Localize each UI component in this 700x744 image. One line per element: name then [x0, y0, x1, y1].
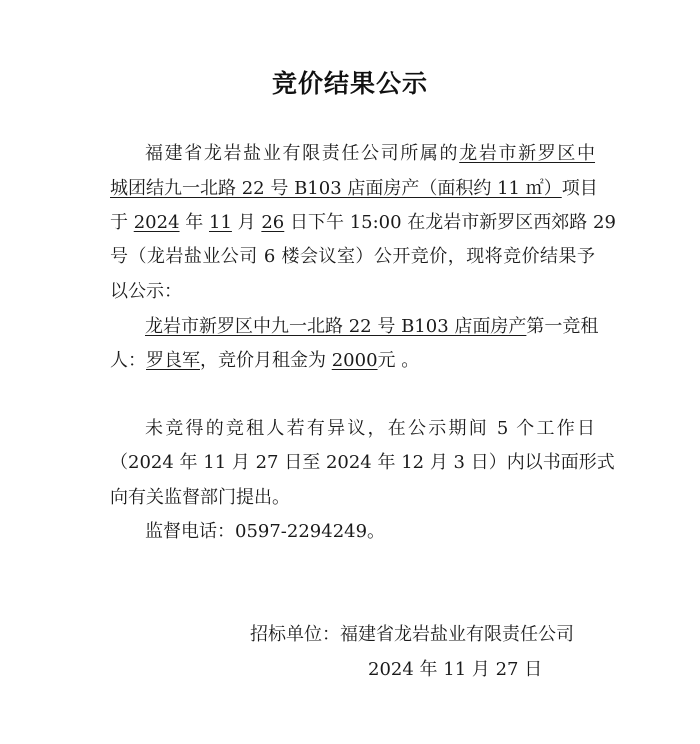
objection-line: 向有关监督部门提出。: [110, 487, 290, 508]
paragraph-line: 号（龙岩盐业公司 6 楼会议室）公开竞价，现将竞价结果予: [110, 246, 595, 267]
text-segment: 年: [179, 212, 209, 233]
text-segment: 福建省龙岩盐业有限责任公司所属的: [145, 143, 460, 164]
text-segment: 项目: [561, 178, 598, 199]
text-segment: 第一竞租: [526, 316, 599, 337]
tender-unit: 招标单位：福建省龙岩盐业有限责任公司: [250, 624, 574, 645]
text-segment: 于: [110, 212, 134, 233]
paragraph-line: [110, 178, 598, 199]
text-segment: 日下午 15:00 在龙岩市新罗区西郊路 29: [284, 212, 616, 233]
auction-year: 2024: [133, 212, 180, 233]
paragraph-line: 以公示：: [110, 281, 182, 302]
property-location: 龙岩市新罗区中: [459, 143, 596, 164]
page-title: 竞价结果公示: [271, 69, 428, 98]
auction-day: 26: [261, 212, 285, 233]
text-segment: 元 。: [377, 350, 420, 371]
result-line: [145, 316, 599, 337]
objection-line: （2024 年 11 月 27 日至 2024 年 12 月 3 日）内以书面形式: [110, 452, 615, 473]
supervision-phone: 监督电话：0597-2294249。: [145, 521, 386, 542]
publish-date: 2024 年 11 月 27 日: [368, 659, 543, 680]
property-description: 城团结九一北路 22 号 B103 店面房产（面积约 11 ㎡）: [110, 178, 562, 199]
text-segment: 月: [231, 212, 262, 233]
text-segment: 人：: [110, 350, 146, 371]
text-segment: ，竞价月租金为: [200, 350, 332, 371]
result-line: [110, 352, 419, 370]
rent-amount: 2000: [331, 350, 378, 371]
objection-line: 未竞得的竞租人若有异议，在公示期间 5 个工作日: [145, 418, 595, 439]
winner-name: 罗良军: [146, 350, 200, 371]
paragraph-line: [110, 212, 616, 233]
paragraph-line: [145, 145, 595, 163]
auction-month: 11: [209, 212, 232, 233]
result-property: 龙岩市新罗区中九一北路 22 号 B103 店面房产: [145, 316, 527, 337]
